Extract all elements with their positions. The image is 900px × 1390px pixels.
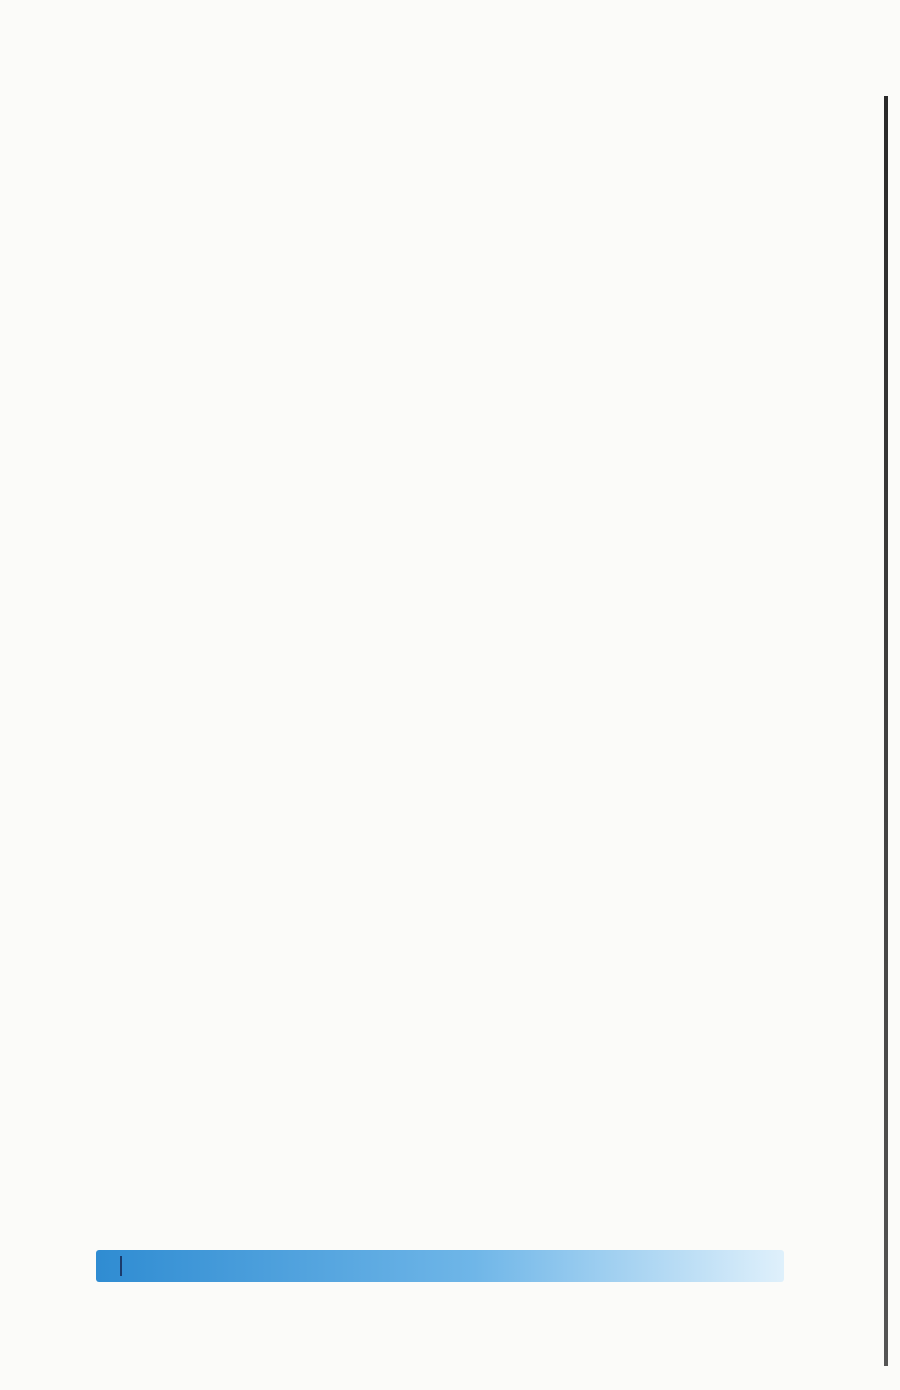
footer-separator: [120, 1256, 122, 1276]
site-logo: [720, 1300, 880, 1380]
footer-bar: [96, 1250, 784, 1282]
book-spine-shadow: [884, 96, 888, 1366]
